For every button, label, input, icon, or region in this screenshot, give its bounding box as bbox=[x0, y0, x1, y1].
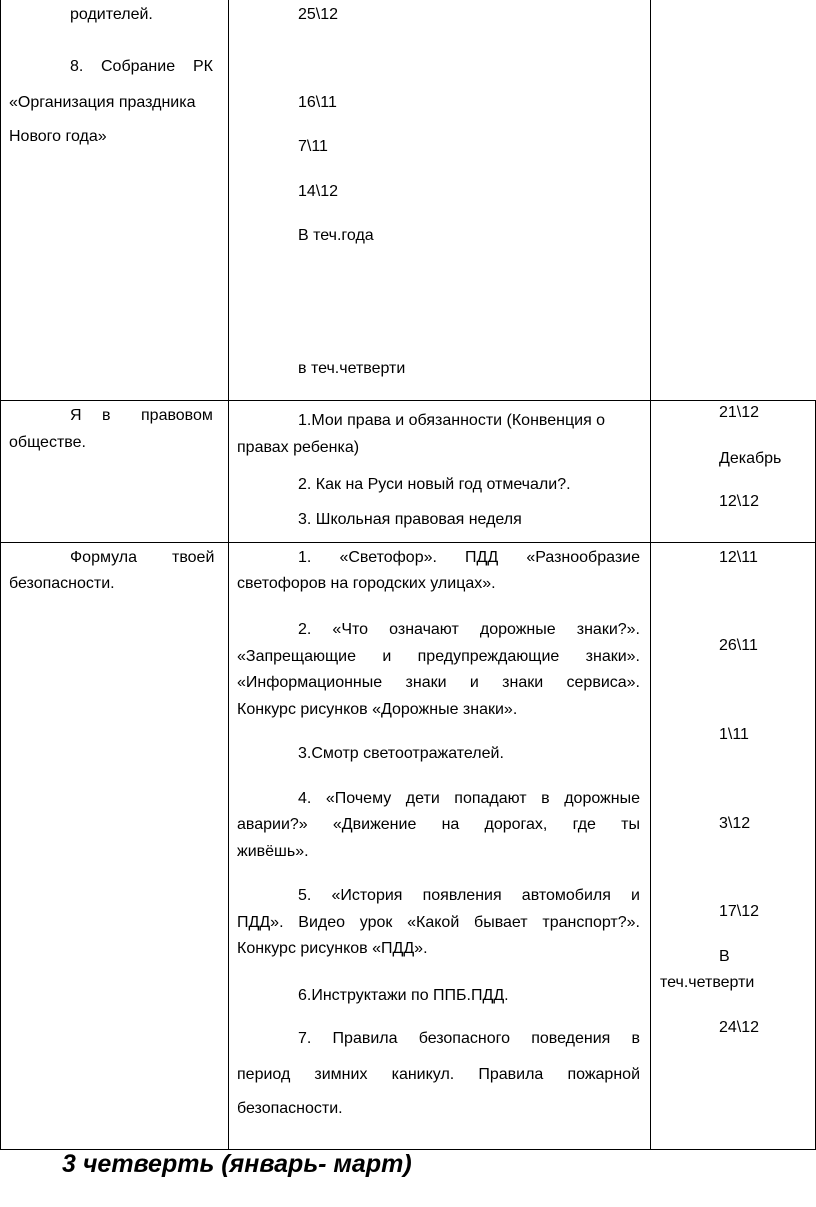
row3-item1-line1: 1. «Светофор». ПДД «Разнообразие bbox=[298, 549, 640, 566]
grid-row1-bottom bbox=[0, 400, 816, 401]
row3-item2-line3: «Информационные знаки и знаки сервиса». bbox=[237, 674, 640, 691]
row3-item5-line1: 5. «История появления автомобиля и bbox=[298, 887, 640, 904]
row1-col1-line4: Нового года» bbox=[9, 128, 107, 145]
row3-date-5: 17\12 bbox=[719, 903, 760, 920]
row3-item7-line3: безопасности. bbox=[237, 1100, 343, 1117]
row3-date-6a: В bbox=[719, 948, 730, 965]
row3-item1-line2: светофоров на городских улицах». bbox=[237, 575, 496, 592]
row2-date-2: Декабрь bbox=[719, 450, 782, 467]
row2-item2: 2. Как на Руси новый год отмечали?. bbox=[298, 476, 571, 493]
row2-date-1: 21\12 bbox=[719, 404, 760, 421]
row3-col1-word1: Формула bbox=[70, 549, 138, 566]
row3-item2-line4: Конкурс рисунков «Дорожные знаки». bbox=[237, 701, 518, 718]
row1-item8-word1: Собрание bbox=[101, 58, 176, 75]
row2-item1-line1: 1.Мои права и обязанности (Конвенция о bbox=[298, 412, 606, 429]
row1-item8-word2: РК bbox=[193, 58, 213, 75]
row3-col1-word2: твоей bbox=[172, 549, 215, 566]
grid-col1 bbox=[228, 0, 229, 1150]
grid-left bbox=[0, 0, 1, 1150]
row2-col1-line2: обществе. bbox=[9, 434, 86, 451]
row3-item4-line1: 4. «Почему дети попадают в дорожные bbox=[298, 790, 640, 807]
row3-item7-line1: 7. Правила безопасного поведения в bbox=[298, 1030, 640, 1047]
row1-item8-num: 8. bbox=[70, 58, 84, 75]
row3-item4-line3: живёшь». bbox=[237, 843, 309, 860]
row2-date-3: 12\12 bbox=[719, 493, 760, 510]
grid-row2-bottom bbox=[0, 542, 816, 543]
row3-item2-line1: 2. «Что означают дорожные знаки?». bbox=[298, 621, 640, 638]
row3-item5-line2: ПДД». Видео урок «Какой бывает транспорт?». bbox=[237, 914, 640, 931]
row3-col1-line2: безопасности. bbox=[9, 575, 115, 592]
row3-item4-line2: аварии?» «Движение на дорогах, где ты bbox=[237, 816, 640, 833]
row1-date-4: 14\12 bbox=[298, 183, 339, 200]
row2-col1-word2: в bbox=[102, 407, 111, 424]
row2-item3: 3. Школьная правовая неделя bbox=[298, 511, 522, 528]
row3-item7-line2: период зимних каникул. Правила пожарной bbox=[237, 1066, 640, 1083]
row3-item2-line2: «Запрещающие и предупреждающие знаки». bbox=[237, 648, 640, 665]
row2-item1-line2: правах ребенка) bbox=[237, 439, 360, 456]
row1-col1-line1: родителей. bbox=[70, 6, 153, 23]
row3-date-1: 12\11 bbox=[719, 549, 758, 566]
row2-col1-word1: Я bbox=[70, 407, 82, 424]
row3-date-4: 3\12 bbox=[719, 815, 751, 832]
row1-col1-line3: «Организация праздника bbox=[9, 94, 196, 111]
row2-col1-word3: правовом bbox=[141, 407, 213, 424]
row1-date-6: в теч.четверти bbox=[298, 360, 406, 377]
row3-item5-line3: Конкурс рисунков «ПДД». bbox=[237, 940, 428, 957]
section-heading: 3 четверть (январь- март) bbox=[62, 1150, 412, 1178]
row3-item3: 3.Смотр светоотражателей. bbox=[298, 745, 504, 762]
row1-date-3: 7\11 bbox=[298, 138, 328, 155]
row3-date-2: 26\11 bbox=[719, 637, 758, 654]
row1-date-1: 25\12 bbox=[298, 6, 339, 23]
grid-col2 bbox=[650, 0, 651, 1150]
row3-item6: 6.Инструктажи по ППБ.ПДД. bbox=[298, 987, 509, 1004]
row3-date-6b: теч.четверти bbox=[660, 974, 755, 991]
row3-date-7: 24\12 bbox=[719, 1019, 760, 1036]
row1-date-5: В теч.года bbox=[298, 227, 374, 244]
row3-date-3: 1\11 bbox=[719, 726, 749, 743]
row1-date-2: 16\11 bbox=[298, 94, 337, 111]
